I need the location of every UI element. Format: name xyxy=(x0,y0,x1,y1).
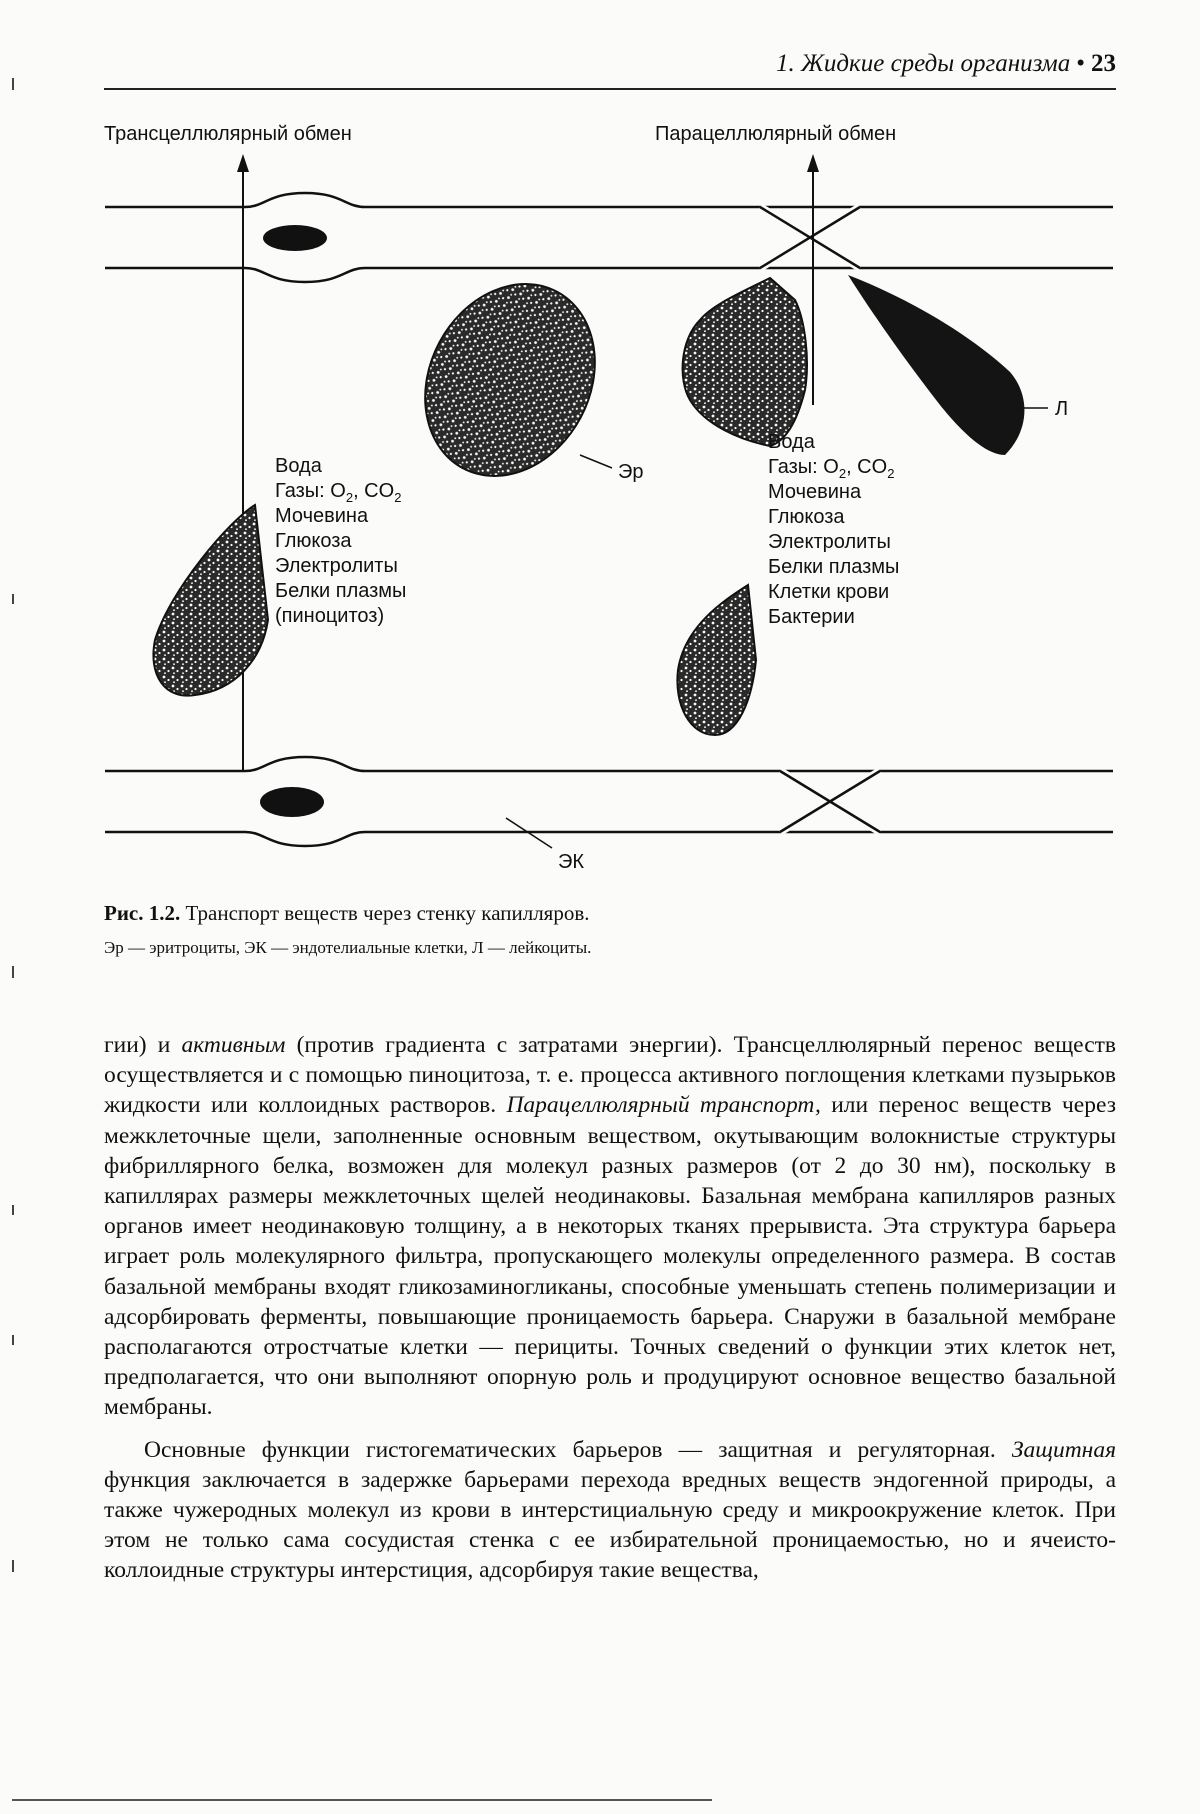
leukocyte xyxy=(848,275,1024,455)
left-item-urea: Мочевина xyxy=(275,505,369,527)
margin-mark xyxy=(12,78,14,90)
header-separator: • xyxy=(1076,50,1085,77)
right-item-plasma-proteins: Белки плазмы xyxy=(768,556,900,578)
p1-text-c: или перенос веществ через межклеточные щели, заполненные основным веществом, окутывающим волокнистые структуры фибриллярного белка, возможен для молекул разных размеров (от 2 до 30 нм), поскольку в капиллярах размеры межклеточных щелей неодинаковы. Базальная мембрана капилляров разных органов имеет неодинаковую толщину, а в некоторых тканях прерывиста. Эта структура барьера играет роль молекулярного фильтра, пропускающего молекулы определенного размера. В состав базальной мембраны входят гликозаминогликаны, способные уменьшать степень полимеризации и адсорбировать ферменты, повышающие проницаемость барьера. Снаружи в базальной мембране располагаются отростчатые клетки — перициты. Точных сведений о функции этих клеток нет, предполагается, что они выполняют опорную роль и продуцируют основное вещество базальной мембраны. xyxy=(104,1092,1116,1421)
left-substance-list xyxy=(275,455,406,627)
paracellular-arrow xyxy=(807,154,819,405)
bottom-capillary-wall xyxy=(105,757,1113,846)
erythrocyte-right-upper xyxy=(683,278,807,446)
p2-text-b: функция заключается в задержке барьерами перехода вредных веществ эндогенной природы, а также чужеродных молекул из крови в интерстициальную среду и микроокружение клеток. При этом не только сама сосудистая стенка с ее избирательной проницаемостью, но и ячеисто-коллоидные структуры интерстиция, адсорбируя такие вещества, xyxy=(104,1466,1116,1584)
right-item-bacteria: Бактерии xyxy=(768,606,855,628)
caption-legend: Эр — эритроциты, ЭК — эндотелиальные клетки, Л — лейкоциты. xyxy=(104,938,592,957)
erythrocyte-left-lower xyxy=(153,505,268,696)
page-number: 23 xyxy=(1091,50,1116,77)
margin-mark xyxy=(12,594,14,604)
margin-mark xyxy=(12,966,14,978)
p2-text-a: Основные функции гистогематических барьеров — защитная и регуляторная. xyxy=(144,1436,1012,1463)
top-endothelial-nucleus xyxy=(263,225,327,251)
left-item-plasma-proteins: Белки плазмы xyxy=(275,580,407,602)
margin-mark xyxy=(12,1560,14,1572)
bottom-rule xyxy=(12,1799,712,1801)
figure-caption xyxy=(104,898,1116,962)
margin-mark xyxy=(12,1205,14,1215)
label-paracellular: Парацеллюлярный обмен xyxy=(655,123,897,145)
margin-mark xyxy=(12,1335,14,1345)
label-erythrocyte: Эр xyxy=(618,461,644,483)
bottom-endothelial-nucleus xyxy=(260,787,324,817)
p1-term-paracellular: Парацеллюлярный транспорт, xyxy=(506,1092,821,1119)
left-item-electrolytes: Электролиты xyxy=(275,555,398,577)
body-text xyxy=(104,1030,1116,1586)
right-item-glucose: Глюкоза xyxy=(768,506,845,528)
right-item-urea: Мочевина xyxy=(768,481,862,503)
label-leukocyte: Л xyxy=(1055,398,1069,420)
paragraph-2 xyxy=(104,1435,1116,1586)
p1-text-b: (против градиента с затратами энергии). Трансцеллюлярный перенос веществ осуществляется и с помощью пиноцитоза, т. е. процесса активного поглощения клетками пузырьков жидкости или коллоидных растворов. xyxy=(104,1032,1116,1119)
p2-term-protective: Защитная xyxy=(1011,1436,1116,1463)
left-item-gases: Газы: $O_2$, $CO_2$ xyxy=(275,480,402,505)
left-item-pinocytosis: (пиноцитоз) xyxy=(275,605,385,627)
caption-title: Транспорт веществ через стенку капилляров. xyxy=(185,901,590,925)
left-item-glucose: Глюкоза xyxy=(275,530,352,552)
chapter-title: 1. Жидкие среды организма xyxy=(776,50,1071,77)
p1-term-active: активным xyxy=(181,1032,286,1058)
label-transcellular: Трансцеллюлярный обмен xyxy=(104,123,352,145)
top-capillary-wall xyxy=(105,193,1113,282)
capillary-transport-figure xyxy=(0,0,1200,900)
right-substance-list xyxy=(768,431,899,628)
right-item-electrolytes: Электролиты xyxy=(768,531,891,553)
erythrocyte-center xyxy=(392,254,627,506)
right-item-blood-cells: Клетки крови xyxy=(768,581,890,603)
erythrocyte-right-lower xyxy=(677,585,756,735)
paragraph-1 xyxy=(104,1030,1116,1423)
p1-text-a: гии) и xyxy=(104,1032,182,1058)
left-item-water: Вода xyxy=(275,455,322,477)
caption-title-line xyxy=(104,898,1116,928)
transcellular-arrow xyxy=(237,154,249,770)
right-item-gases: Газы: $O_2$, $CO_2$ xyxy=(768,456,895,481)
figure-number: Рис. 1.2. xyxy=(104,901,181,925)
er-pointer xyxy=(580,455,612,468)
right-item-water: Вода xyxy=(768,431,815,453)
label-endothelial: ЭК xyxy=(558,851,585,873)
